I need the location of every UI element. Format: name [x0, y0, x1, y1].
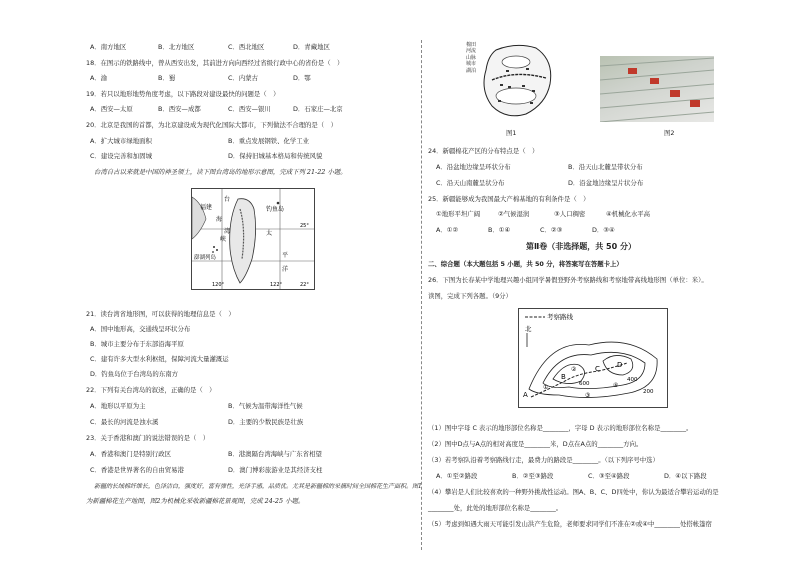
q26-3-option-c[interactable]: C．③至④路段: [588, 472, 630, 480]
survey-route: [531, 363, 627, 397]
q24-option-b[interactable]: B．沿天山北麓呈带状分布: [568, 163, 643, 171]
map-label-penghu: 澎湖列岛: [194, 255, 217, 261]
map-label-fujian-1: 福建: [200, 204, 213, 211]
point-d: D: [617, 361, 623, 369]
q18-option-b[interactable]: B．蜀: [158, 74, 176, 82]
map-label-ping: 平: [282, 252, 289, 259]
map-tick-25: 25°: [300, 223, 309, 229]
intro-21-22: 台湾自古以来就是中国的神圣领土，读下图台湾岛的地形示意图，完成下列 21-22 小题。: [94, 168, 347, 176]
q25-item-2: ②气候湿润: [498, 210, 530, 218]
point-a: A: [523, 391, 528, 399]
q21-option-b[interactable]: B．城市主要分布于东部沿海平原: [90, 340, 184, 348]
junggar-basin: [502, 56, 530, 68]
map-label-diaoyu: 钓鱼岛: [266, 206, 285, 213]
mark-3: ③: [585, 392, 591, 399]
fig1-legend: [466, 42, 476, 74]
harvester-1: [628, 68, 637, 74]
fig2-label: 图2: [664, 129, 675, 137]
contour-600: 600: [579, 381, 590, 387]
taiwan-map: [191, 188, 315, 290]
mark-2: ②: [571, 366, 577, 373]
harvester-3: [670, 90, 680, 97]
q26-4: （4）攀岩是人们比较喜欢的一种野外挑战性运动。图A、B、C、D四处中，你认为最适合攀岩运动的是: [428, 488, 719, 496]
q22-option-d[interactable]: D．主要的少数民族是壮族: [228, 418, 304, 426]
map-label-tai-ocean: 太: [266, 230, 273, 237]
harvester-2: [650, 78, 659, 84]
q19-option-a[interactable]: A．西安—太原: [90, 105, 133, 113]
q26-stem-line2: 读图，完成下列各题。（9分）: [428, 292, 512, 300]
q21-option-d[interactable]: D．钓鱼岛位于台湾岛的东南方: [90, 370, 178, 378]
part2-title: 第Ⅱ卷（非选择题，共 50 分）: [526, 242, 636, 251]
q26-3-option-d[interactable]: D．④以下路段: [664, 472, 707, 480]
q22-option-b[interactable]: B．气候为温带海洋性气候: [228, 402, 303, 410]
q24-option-a[interactable]: A．沿盆地边缘呈环状分布: [436, 163, 511, 171]
mark-1: ①: [543, 384, 549, 391]
q19-option-b[interactable]: B．西安—成都: [158, 105, 201, 113]
xinjiang-cotton-map: [476, 40, 556, 124]
map-label-hai: 海: [216, 216, 223, 223]
q26-3: （3）若考察队沿着考察路线行走，最费力的路段是________。（以下列序号中选）: [428, 456, 659, 464]
mark-4: ④: [613, 382, 619, 389]
intro-24-25-line2: 为新疆棉花生产地图，图2为机械化采收新疆棉花景观图，完成 24-25 小题。: [86, 497, 305, 505]
point-b: B: [561, 373, 566, 381]
q18-stem: 18．在图示的铁路线中，曾从西安出发，其前进方向向西经过省级行政中心的省份是（ ）: [86, 59, 344, 67]
q25-option-a[interactable]: A．①②: [436, 226, 459, 234]
legend-city: 城市: [466, 61, 477, 68]
q24-option-c[interactable]: C．沿天山南麓呈状分布: [436, 179, 505, 187]
q26-3-option-a[interactable]: A．①至②路段: [436, 472, 478, 480]
q20-option-b[interactable]: B．重点发展钢铁、化学工业: [228, 137, 310, 145]
harvest-photo-svg: [600, 56, 714, 122]
q21-option-c[interactable]: C．建有许多大型水利枢纽，保障河流大量灌溉运: [90, 355, 229, 363]
q25-item-4: ④机械化水平高: [606, 210, 651, 218]
legend-mountain: 山脉: [466, 54, 477, 61]
q26-1: （1）图中字母 C 表示的地形部位名称是________，字母 D 表示的地形部位名称是________。: [428, 424, 693, 432]
q25-item-3: ③人口稠密: [554, 210, 586, 218]
map-label-xia: 峡: [220, 236, 227, 243]
q25-item-1: ①地形平坦广阔: [436, 210, 481, 218]
q22-option-a[interactable]: A．地形以平原为主: [90, 402, 146, 410]
legend-river: 河流: [466, 48, 477, 55]
q20-option-d[interactable]: D．保持旧城基本格局和传统风貌: [228, 152, 323, 160]
legend-cotton: 棉田: [466, 42, 477, 48]
q20-stem: 20．北京是我国的首都，为北京建设成为现代化国际大都市，下列做法不合理的是（ ）: [86, 121, 337, 129]
q23-option-b[interactable]: B．港澳隔台湾海峡与广东省相望: [228, 450, 322, 458]
q23-option-d[interactable]: D．澳门博彩旅游业是其经济支柱: [228, 466, 323, 474]
q26-5: （5）考虑到如遇大雨天可能引发山洪产生危险，老师要求同学们不准在②或④中________处搭帐篷宿: [428, 520, 712, 528]
tarim-basin: [496, 88, 536, 104]
q22-option-c[interactable]: C．最长的河流是浊水溪: [90, 418, 159, 426]
q25-option-c[interactable]: C．②③: [540, 226, 563, 234]
q19-option-d[interactable]: D．石家庄—北京: [293, 105, 343, 113]
diaoyu-island-dot: [277, 202, 280, 205]
cotton-harvest-photo: [600, 56, 714, 122]
q24-stem: 24．新疆棉花产区的分布特点是（ ）: [428, 147, 539, 155]
map-label-wan: 湾: [224, 228, 231, 235]
q25-stem: 25．新疆能够成为我国最大产棉基地的有利条件是（ ）: [428, 195, 590, 203]
q26-stem-line1: 26．下图为长春某中学地理兴趣小组同学暑假登野外考察路线和考察地带高线地形图（单位：米）。: [428, 276, 708, 284]
fig1-label: 图1: [506, 129, 517, 137]
intro-24-25-line1: 新疆的长绒棉纤维长，色泽洁白，强度好，富有弹性，光泽手感，品质优。尤其是新疆棉的采摘时间全国棉花生产面积。图1: [94, 483, 422, 490]
contour-400: 400: [627, 377, 638, 383]
point-c: C: [595, 365, 600, 373]
contour-200: 200: [643, 389, 654, 395]
north-label: 北: [525, 325, 532, 333]
q25-option-d[interactable]: D．③④: [592, 226, 615, 234]
legend-lake: 湖泊: [466, 67, 477, 74]
q20-option-a[interactable]: A．扩大城市绿地面积: [90, 137, 152, 145]
q23-option-c[interactable]: C．香港是世界著名的自由贸易港: [90, 466, 184, 474]
q19-option-c[interactable]: C．西安—银川: [228, 105, 271, 113]
q19-stem: 19．若只以地形地势角度考虑，以下路段对建设最快的问题是（ ）: [86, 90, 280, 98]
section-title: 二、综合题（本大题包括 5 小题，共 50 分，将答案写在答题卡上）: [428, 260, 623, 268]
q20-option-c[interactable]: C．建设完善和加固城: [90, 152, 152, 160]
q25-option-b[interactable]: B．①④: [488, 226, 511, 234]
q26-3-option-b[interactable]: B．②至③路段: [512, 472, 554, 480]
q26-2: （2）图中D点与A点的相对高度是________米，D点在A点的________方向。: [428, 440, 643, 448]
q17-option-a[interactable]: A．南方地区: [90, 43, 127, 51]
contour-map: [518, 308, 668, 408]
q18-option-a[interactable]: A．渝: [90, 74, 108, 82]
contour-map-svg: [519, 309, 667, 407]
q18-option-d[interactable]: D．鄂: [293, 74, 311, 82]
taiwan-island: [230, 199, 256, 283]
column-divider: [421, 40, 422, 550]
taiwan-map-svg: [192, 189, 314, 289]
q23-option-a[interactable]: A．香港和澳门是特别行政区: [90, 450, 172, 458]
q26-4b: ________处，此处的地形部位名称是________。: [428, 504, 563, 512]
q17-option-c[interactable]: C．西北地区: [228, 43, 265, 51]
map-tick-120: 120°: [212, 282, 225, 288]
xinjiang-map-svg: [476, 40, 556, 124]
q22-stem: 22．下列有关台湾岛的叙述，正确的是（ ）: [86, 386, 216, 394]
map-label-tai: 台: [224, 196, 231, 203]
q21-stem: 21．读台湾省地形图，可以获得的地理信息是（ ）: [86, 310, 235, 318]
map-tick-22: 22°: [300, 282, 309, 288]
q18-option-c[interactable]: C．内蒙古: [228, 74, 259, 82]
q17-option-d[interactable]: D．青藏地区: [293, 43, 330, 51]
q21-option-a[interactable]: A．国中地形高，交通线呈环状分布: [90, 325, 191, 333]
harvester-4: [690, 100, 700, 107]
map-label-yang: 洋: [282, 266, 289, 273]
q23-stem: 23．关于香港和澳门的说法错误的是（ ）: [86, 434, 210, 442]
q17-option-b[interactable]: B．北方地区: [158, 43, 195, 51]
contour-legend: 考察路线: [547, 313, 573, 321]
map-tick-122: 122°: [270, 282, 283, 288]
q24-option-d[interactable]: D．沿盆地边缘呈片状分布: [568, 179, 644, 187]
